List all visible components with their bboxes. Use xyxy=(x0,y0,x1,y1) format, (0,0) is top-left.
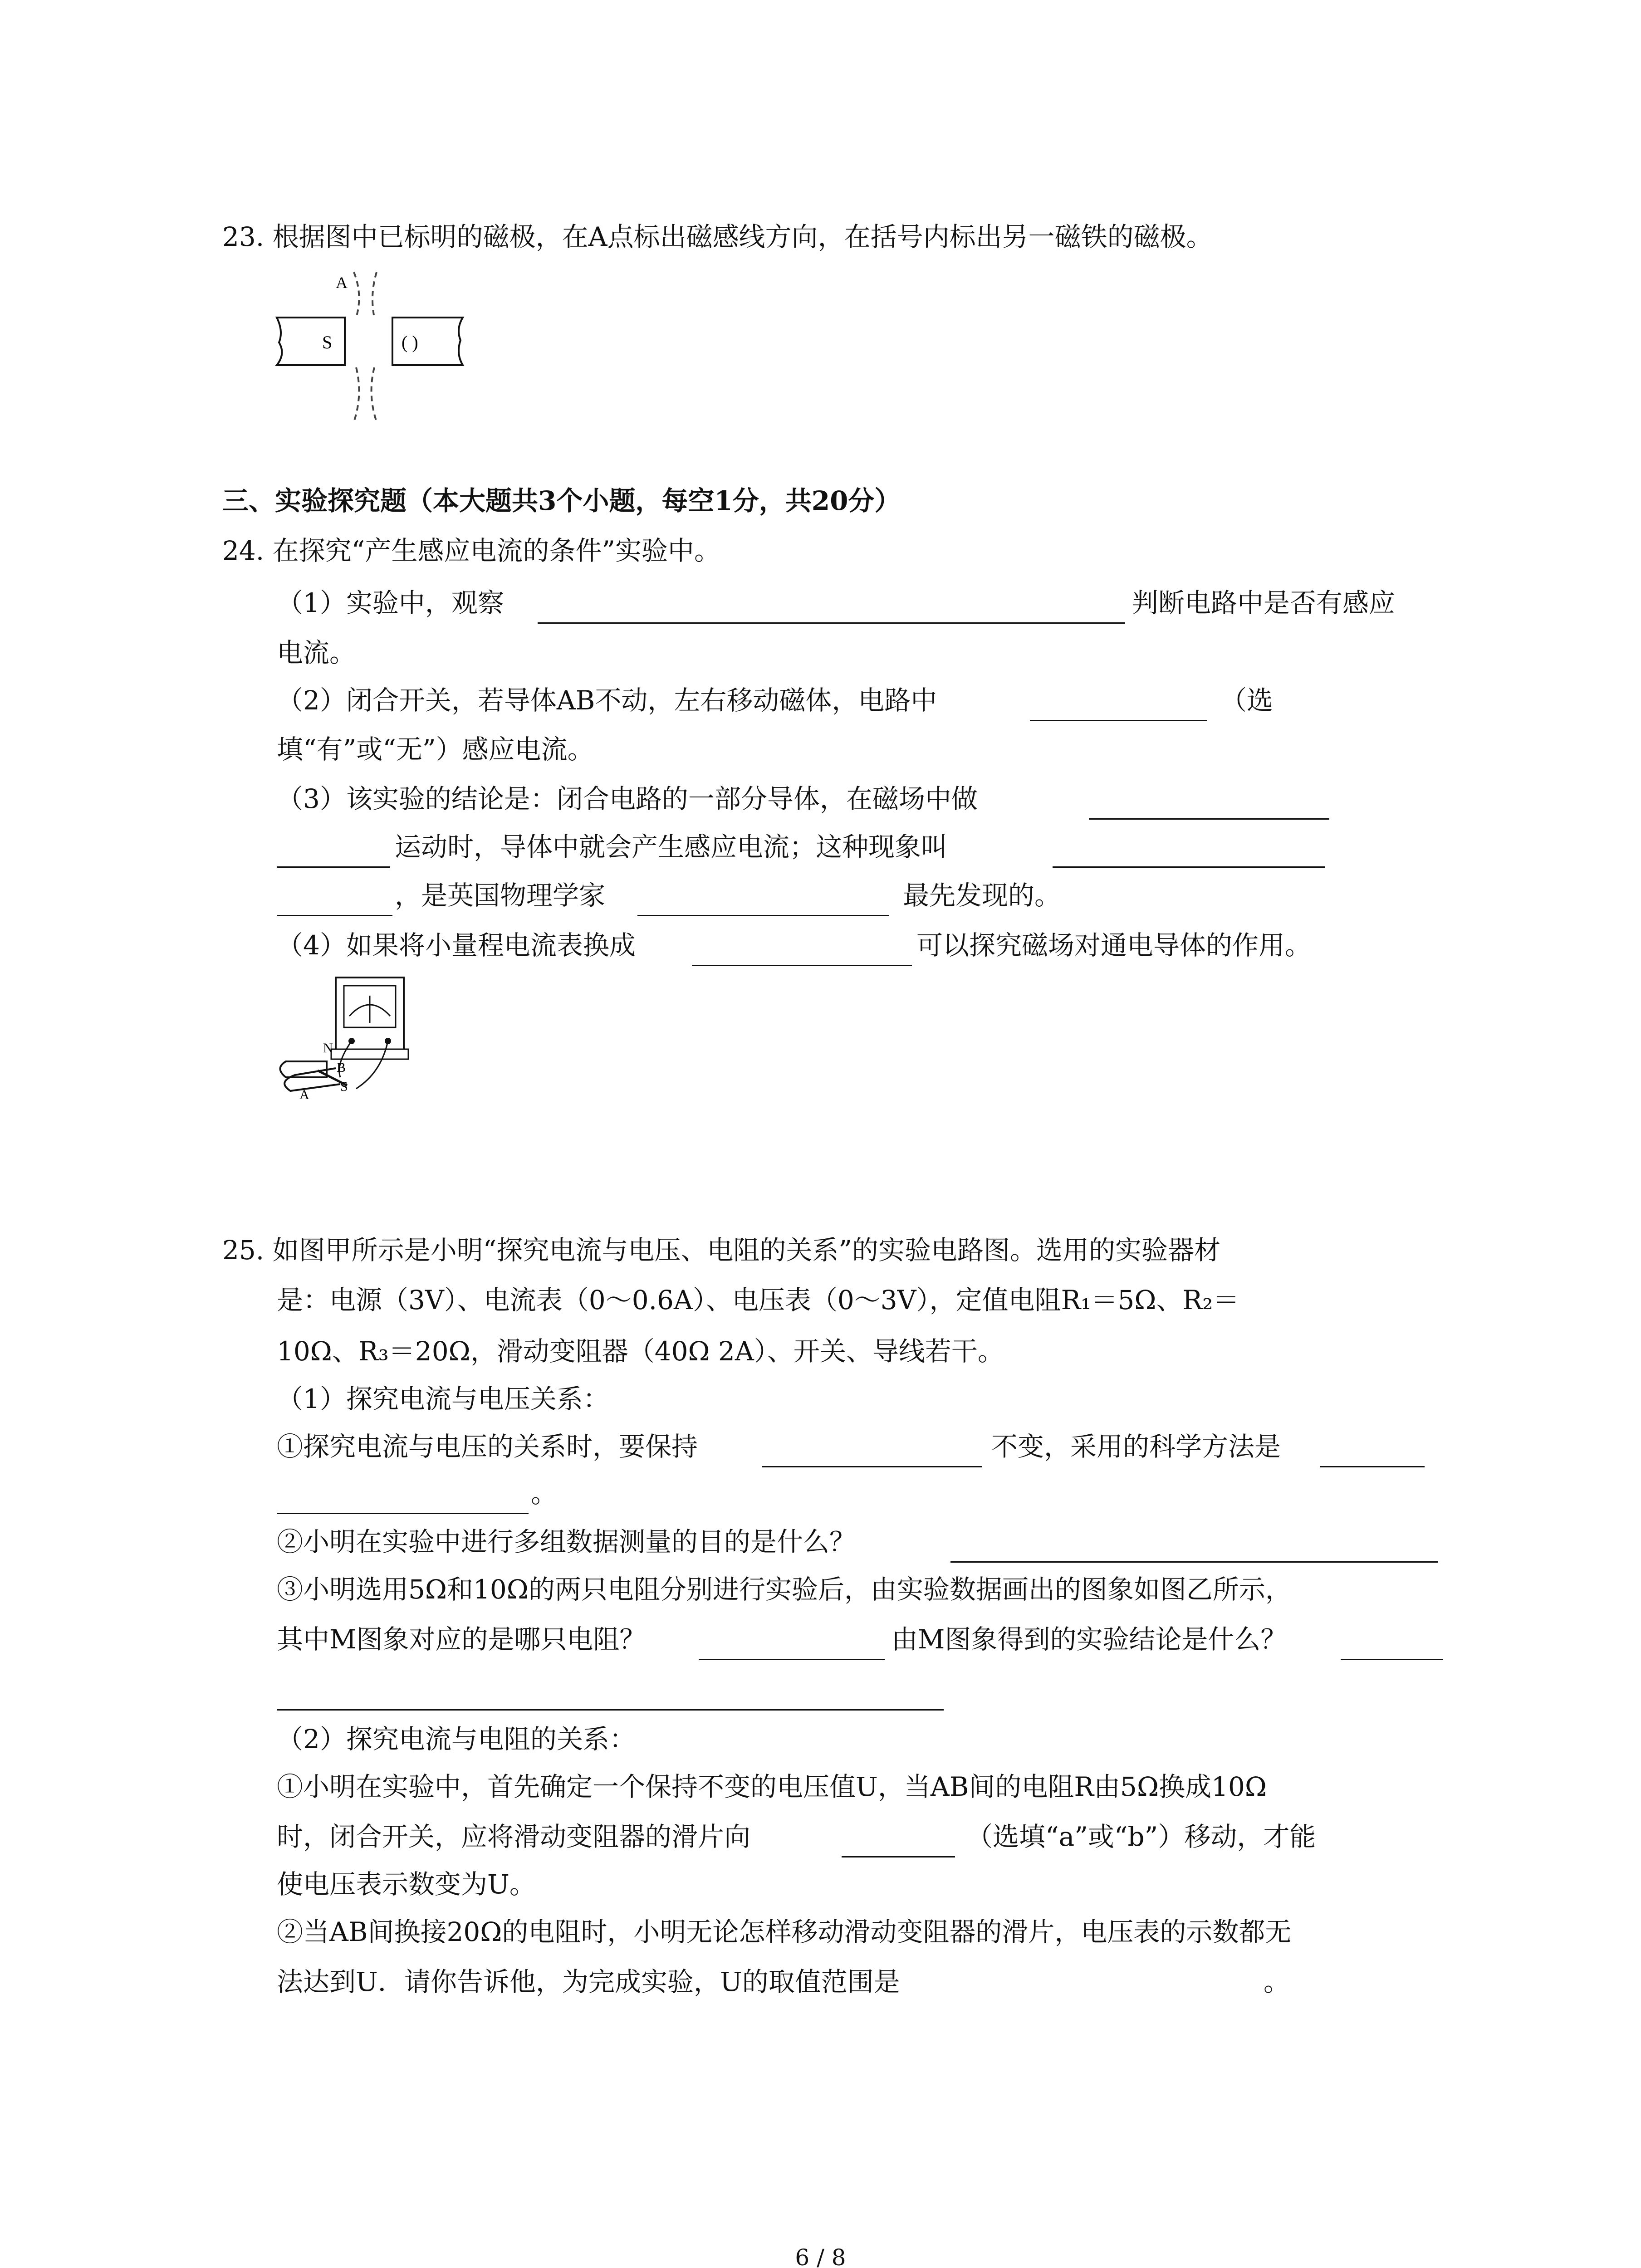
q24-3-blank-2[interactable] xyxy=(1053,866,1325,868)
fig-label-s: S xyxy=(340,1079,348,1094)
q24-3-blank-2-cont[interactable] xyxy=(277,915,392,916)
q24-2-text-b: （选 xyxy=(1220,685,1274,716)
q24-2-text-a: （2）闭合开关，若导体AB不动，左右移动磁体，电路中 xyxy=(277,685,937,716)
q25-2-2-text-a: ②当AB间换接20Ω的电阻时，小明无论怎样移动滑动变阻器的滑片，电压表的示数都无 xyxy=(277,1916,1292,1947)
q24-1-text-a: （1）实验中，观察 xyxy=(277,587,504,618)
q24-1-blank[interactable] xyxy=(538,622,1125,624)
q25-part-2-title: （2）探究电流与电阻的关系： xyxy=(277,1724,636,1755)
q25-1-1-text-c: 。 xyxy=(531,1478,558,1509)
q25-2-1-text-a: ①小明在实验中，首先确定一个保持不变的电压值U，当AB间的电阻R由5Ω换成10Ω xyxy=(277,1771,1267,1802)
q25-2-2-text-c: 。 xyxy=(1264,1966,1290,1997)
q25-1-3-text-b: 其中M图象对应的是哪只电阻？ xyxy=(277,1624,646,1655)
page-number: 6 / 8 xyxy=(795,2244,846,2268)
q25-stem-1: 25. 如图甲所示是小明“探究电流与电压、电阻的关系”的实验电路图。选用的实验器材 xyxy=(222,1235,1220,1266)
q25-1-3-text-a: ③小明选用5Ω和10Ω的两只电阻分别进行实验后，由实验数据画出的图象如图乙所示， xyxy=(277,1574,1292,1605)
q25-1-1-text-b: 不变，采用的科学方法是 xyxy=(991,1431,1281,1462)
q25-1-1-blank-1[interactable] xyxy=(762,1466,982,1467)
q25-1-1-blank-2-cont[interactable] xyxy=(277,1513,529,1514)
fig-label-b: B xyxy=(337,1060,346,1075)
q25-1-3-text-c: 由M图象得到的实验结论是什么？ xyxy=(892,1624,1287,1655)
section-3-title: 三、实验探究题（本大题共3个小题，每空1分，共20分） xyxy=(222,485,901,516)
q25-1-3-blank-2-cont[interactable] xyxy=(277,1709,944,1711)
q25-1-1-text-a: ①探究电流与电压的关系时，要保持 xyxy=(277,1431,698,1462)
q25-stem-3: 10Ω、R₃＝20Ω，滑动变阻器（40Ω 2A）、开关、导线若干。 xyxy=(277,1336,1004,1367)
q25-part-1-title: （1）探究电流与电压关系： xyxy=(277,1383,609,1414)
q23-text: 23. 根据图中已标明的磁极，在A点标出磁感线方向，在括号内标出另一磁铁的磁极。 xyxy=(222,221,1213,252)
q24-3-blank-1-cont[interactable] xyxy=(277,866,390,868)
left-pole-label: S xyxy=(322,332,333,352)
q24-4-text-a: （4）如果将小量程电流表换成 xyxy=(277,930,636,961)
q25-1-3-blank-1[interactable] xyxy=(699,1659,885,1660)
right-pole-blank: ( ) xyxy=(402,332,418,352)
q24-1-text-b: 判断电路中是否有感应 xyxy=(1132,587,1396,618)
q25-2-1-text-c: （选填“a”或“b”）移动，才能 xyxy=(966,1821,1316,1852)
q25-1-2-blank[interactable] xyxy=(950,1561,1438,1563)
magnet-field-figure xyxy=(272,263,490,426)
q25-2-1-text-d: 使电压表示数变为U。 xyxy=(277,1869,536,1900)
fig-label-n: N xyxy=(323,1041,333,1056)
q24-4-text-b: 可以探究磁场对通电导体的作用。 xyxy=(916,930,1312,961)
q24-2-text-c: 填“有”或“无”）感应电流。 xyxy=(277,734,594,765)
q24-3-text-b: 运动时，导体中就会产生感应电流；这种现象叫 xyxy=(395,831,948,862)
q24-3-text-a: （3）该实验的结论是：闭合电路的一部分导体，在磁场中做 xyxy=(277,783,978,814)
q24-3-text-d: 最先发现的。 xyxy=(903,880,1061,911)
q25-1-3-blank-2[interactable] xyxy=(1341,1659,1443,1660)
q25-2-1-text-b: 时，闭合开关，应将滑动变阻器的滑片向 xyxy=(277,1821,751,1852)
q24-3-blank-1[interactable] xyxy=(1089,818,1329,820)
q24-3-blank-3[interactable] xyxy=(637,915,889,916)
induction-apparatus-figure xyxy=(272,973,426,1100)
point-a-label: A xyxy=(336,274,348,292)
q25-stem-2: 是：电源（3V）、电流表（0～0.6A）、电压表（0～3V），定值电阻R₁＝5Ω、R₂＝ xyxy=(277,1285,1239,1315)
q25-2-2-text-b: 法达到U．请你告诉他，为完成实验，U的取值范围是 xyxy=(277,1966,900,1997)
q24-3-text-c: ，是英国物理学家 xyxy=(395,880,606,911)
q24-2-blank[interactable] xyxy=(1030,720,1207,721)
fig-label-a: A xyxy=(299,1087,309,1100)
q25-1-1-blank-2[interactable] xyxy=(1320,1466,1425,1467)
q25-1-2-text: ②小明在实验中进行多组数据测量的目的是什么？ xyxy=(277,1526,856,1557)
q24-4-blank[interactable] xyxy=(692,965,912,966)
q25-2-1-blank[interactable] xyxy=(842,1856,955,1857)
q24-1-text-c: 电流。 xyxy=(277,637,356,668)
q24-stem: 24. 在探究“产生感应电流的条件”实验中。 xyxy=(222,535,720,566)
